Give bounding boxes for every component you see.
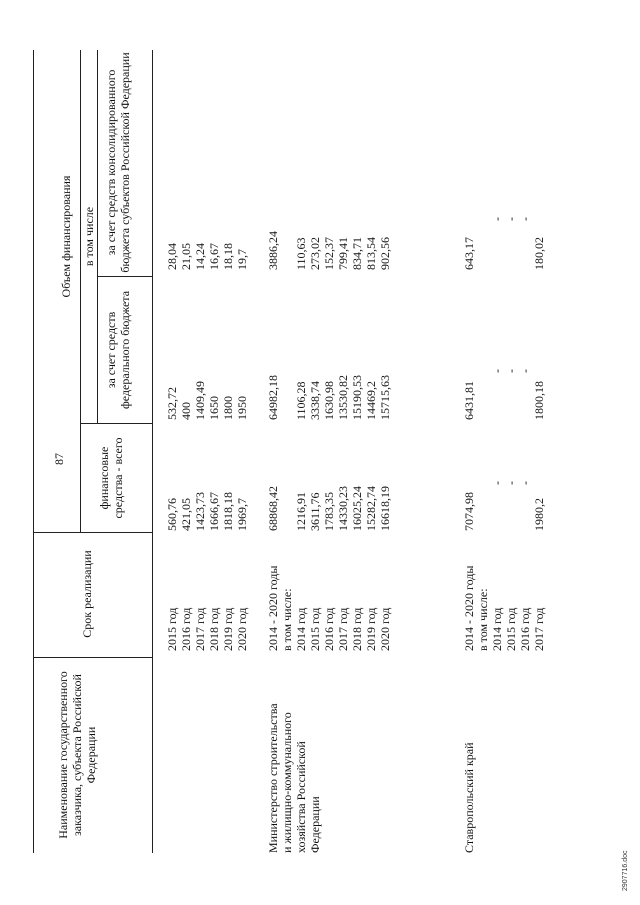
regional-cell: 180,02 — [532, 237, 546, 270]
header-top-line — [33, 50, 34, 853]
regional-cell: 813,54 — [364, 237, 378, 270]
federal-cell: 1650 — [207, 396, 221, 420]
federal-cell: - — [504, 369, 518, 373]
regional-cell: 28,04 — [165, 243, 179, 270]
term-cell: 2016 год — [322, 607, 336, 651]
regional-cell: - — [490, 217, 504, 221]
regional-cell: - — [504, 217, 518, 221]
term-cell: 2017 год — [532, 607, 546, 651]
customer-name-line: хозяйства Российской — [294, 741, 308, 853]
term-cell: 2014 год — [294, 607, 308, 651]
col-sep-2 — [33, 532, 153, 533]
term-cell: 2015 год — [504, 607, 518, 651]
term-cell: 2018 год — [350, 607, 364, 651]
total-cell: 1818,18 — [221, 492, 235, 531]
regional-cell: 799,41 — [336, 237, 350, 270]
total-cell: - — [490, 481, 504, 485]
term-cell: 2014 год — [490, 607, 504, 651]
total-cell: 16618,19 — [378, 486, 392, 531]
federal-cell: 14469,2 — [364, 381, 378, 420]
term-cell: 2014 - 2020 годы — [266, 565, 280, 651]
federal-cell: 1800 — [221, 396, 235, 420]
federal-cell: 15190,53 — [350, 375, 364, 420]
total-cell: 421,05 — [179, 498, 193, 531]
total-cell: 14330,23 — [336, 486, 350, 531]
regional-cell: 643,17 — [462, 237, 476, 270]
total-cell: 1783,35 — [322, 492, 336, 531]
col-sep-1 — [33, 657, 153, 658]
total-cell: 3611,76 — [308, 492, 322, 531]
total-cell: - — [518, 481, 532, 485]
federal-cell: 64982,18 — [266, 375, 280, 420]
term-cell: 2019 год — [221, 607, 235, 651]
term-cell: 2020 год — [378, 607, 392, 651]
header-regional: за счет средств консолидированного бюджета субъектов Российской Федерации — [104, 52, 132, 273]
term-cell: 2014 - 2020 годы — [462, 565, 476, 651]
federal-cell: 400 — [179, 402, 193, 420]
customer-name-line: Ставропольский край — [462, 742, 476, 853]
regional-cell: 110,63 — [294, 237, 308, 270]
term-cell: 2015 год — [165, 607, 179, 651]
federal-cell: 532,72 — [165, 387, 179, 420]
term-cell: 2018 год — [207, 607, 221, 651]
total-cell: 68868,42 — [266, 486, 280, 531]
header-volume: Объем финансирования — [59, 175, 73, 298]
term-cell: 2016 год — [179, 607, 193, 651]
term-cell: 2019 год — [364, 607, 378, 651]
total-cell: - — [504, 481, 518, 485]
federal-cell: - — [518, 369, 532, 373]
federal-cell: 1800,18 — [532, 381, 546, 420]
total-cell: 1980,2 — [532, 498, 546, 531]
term-cell: 2017 год — [193, 607, 207, 651]
term-cell: 2015 год — [308, 607, 322, 651]
regional-cell: 21,05 — [179, 243, 193, 270]
regional-cell: 273,02 — [308, 237, 322, 270]
total-cell: 7074,98 — [462, 492, 476, 531]
regional-cell: 902,56 — [378, 237, 392, 270]
regional-cell: 152,37 — [322, 237, 336, 270]
document-id: 2907716.doc — [622, 850, 629, 891]
federal-cell: - — [490, 369, 504, 373]
total-cell: 560,76 — [165, 498, 179, 531]
total-cell: 15282,74 — [364, 486, 378, 531]
regional-cell: 19,7 — [235, 249, 249, 270]
regional-cell: 3886,24 — [266, 231, 280, 270]
federal-cell: 6431,81 — [462, 381, 476, 420]
customer-name-line: и жилищно-коммунального — [280, 712, 294, 853]
incl-line — [97, 50, 98, 424]
volume-line — [80, 50, 81, 533]
federal-cell: 1950 — [235, 396, 249, 420]
header-name: Наименование государственного заказчика, субъекта Российской Федерации — [56, 671, 98, 839]
header-bottom-line — [152, 50, 153, 853]
federal-cell: 1409,49 — [193, 381, 207, 420]
federal-cell: 13530,82 — [336, 375, 350, 420]
term-cell: 2017 год — [336, 607, 350, 651]
total-cell: 1216,91 — [294, 492, 308, 531]
col-sep-4 — [97, 276, 153, 277]
customer-name-line: Министерство строительства — [266, 703, 280, 853]
total-cell: 16025,24 — [350, 486, 364, 531]
header-incl: в том числе — [82, 206, 96, 267]
term-cell: 2020 год — [235, 607, 249, 651]
total-cell: 1423,73 — [193, 492, 207, 531]
customer-name-line: Федерации — [308, 796, 322, 853]
total-cell: 1969,7 — [235, 498, 249, 531]
page-number: 87 — [52, 453, 66, 465]
federal-cell: 15715,63 — [378, 375, 392, 420]
header-term: Срок реализации — [80, 550, 94, 638]
federal-cell: 3338,74 — [308, 381, 322, 420]
header-total: финансовые средства - всего — [97, 437, 125, 519]
term-cell: в том числе: — [280, 588, 294, 651]
total-cell: 1666,67 — [207, 492, 221, 531]
regional-cell: 18,18 — [221, 243, 235, 270]
col-sep-3 — [80, 423, 153, 424]
federal-cell: 1106,28 — [294, 381, 308, 420]
term-cell: 2016 год — [518, 607, 532, 651]
regional-cell: 834,71 — [350, 237, 364, 270]
header-federal: за счет средств федерального бюджета — [104, 290, 132, 410]
regional-cell: - — [518, 217, 532, 221]
federal-cell: 1630,98 — [322, 381, 336, 420]
term-cell: в том числе: — [476, 588, 490, 651]
regional-cell: 16,67 — [207, 243, 221, 270]
regional-cell: 14,24 — [193, 243, 207, 270]
